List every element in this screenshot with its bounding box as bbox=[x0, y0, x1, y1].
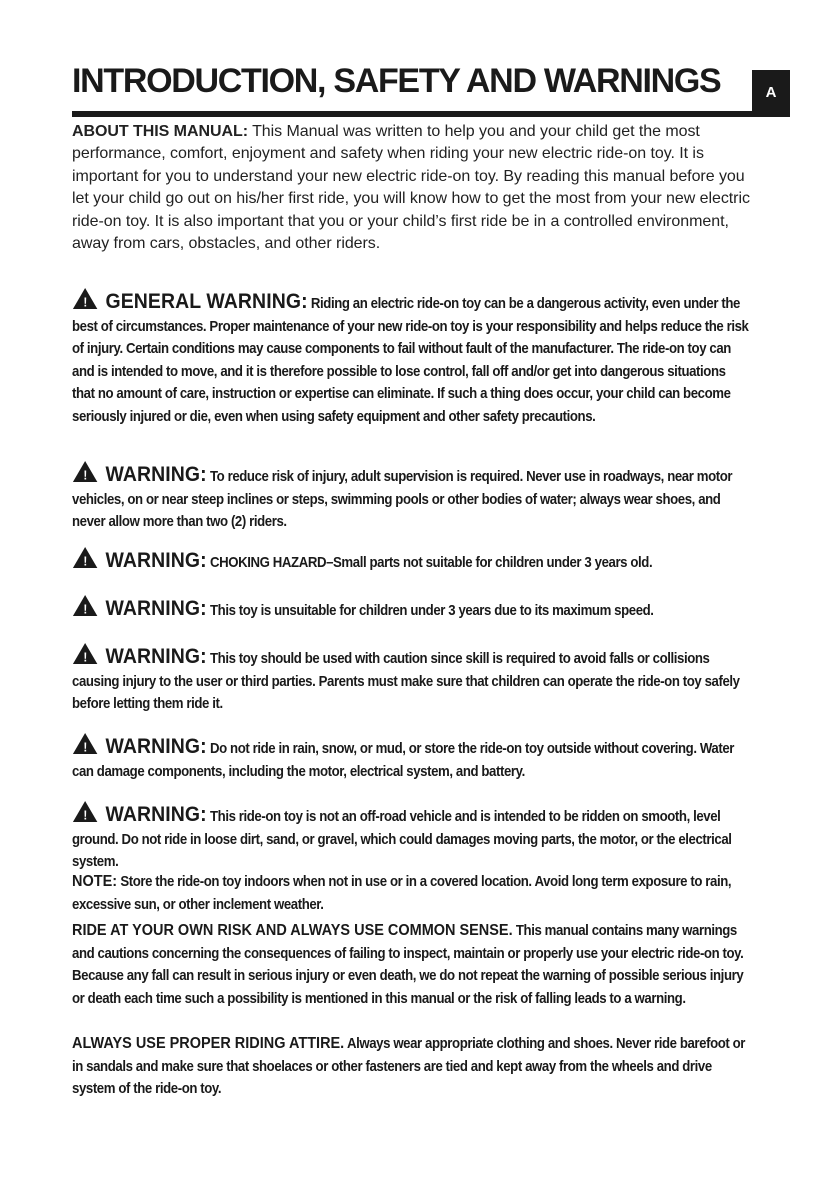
warning-triangle-icon bbox=[72, 460, 98, 483]
general-warning-text: Riding an electric ride-on toy can be a dangerous activity, even under the best of circumstances. Proper maintenance of your new ride-on toy is your responsibility and helps reduce the risk of injury. Certain conditions may cause components to fail without fault of the manufacturer. The ride-on toy can and is intended to move, and it is therefore possible to lose control, fall off and/or get into dangerous situations that no amount of care, instruction or expertise can eliminate. If such a thing does occur, your child can become seriously injured or die, even when using safety equipment and other safety precautions. bbox=[72, 296, 749, 425]
warning-heading: WARNING: bbox=[105, 596, 207, 620]
svg-text:!: ! bbox=[83, 739, 87, 755]
warning-heading: WARNING: bbox=[105, 734, 207, 758]
intro-text: This Manual was written to help you and your child get the most performance, comfort, enjoyment and safety when riding your new electric ride-on toy. It is important for you to understand your new electric ride-on toy. By reading this manual before you let your child go out on his/her first ride, you will know how to get the most from your new electric ride-on toy. It is also important that you or your child’s first ride be in a controlled environment, away from cars, obstacles, and other riders. bbox=[72, 123, 750, 253]
svg-text:!: ! bbox=[83, 294, 87, 310]
attire-heading: ALWAYS USE PROPER RIDING ATTIRE. bbox=[72, 1035, 345, 1052]
warning-heading: WARNING: bbox=[105, 548, 207, 572]
warning-text: This toy is unsuitable for children under 3 years due to its maximum speed. bbox=[206, 603, 654, 619]
warning-triangle-icon bbox=[72, 287, 98, 310]
risk-heading: RIDE AT YOUR OWN RISK AND ALWAYS USE COMMON SENSE. bbox=[72, 922, 513, 939]
title-rule bbox=[72, 111, 790, 117]
note-text: Store the ride-on toy indoors when not in use or in a covered location. Avoid long term exposure to rain, excessive sun, or other inclement weather. bbox=[72, 874, 732, 913]
warning-triangle-icon bbox=[72, 546, 98, 569]
svg-text:!: ! bbox=[83, 553, 87, 569]
warning-text: CHOKING HAZARD–Small parts not suitable for children under 3 years old. bbox=[206, 555, 653, 571]
warning-triangle-icon bbox=[72, 594, 98, 617]
warning-heading: WARNING: bbox=[105, 644, 207, 668]
warning-text: This toy should be used with caution since skill is required to avoid falls or collisions causing injury to the user or third parties. Parents must make sure that children can operate the ride-on toy safely before letting them ride it. bbox=[72, 651, 740, 713]
intro-lead: ABOUT THIS MANUAL: bbox=[72, 123, 248, 140]
warning-terrain bbox=[72, 800, 751, 874]
page-title: INTRODUCTION, SAFETY AND WARNINGS bbox=[72, 62, 721, 100]
warning-heading: WARNING: bbox=[105, 462, 207, 486]
svg-text:!: ! bbox=[83, 601, 87, 617]
warning-choking bbox=[72, 546, 751, 575]
svg-text:!: ! bbox=[83, 467, 87, 483]
section-tab: A bbox=[752, 70, 790, 116]
warning-triangle-icon bbox=[72, 800, 98, 823]
warning-triangle-icon bbox=[72, 732, 98, 755]
warning-text: Do not ride in rain, snow, or mud, or store the ride-on toy outside without covering. Water can damage components, including the motor, electrical system, and battery. bbox=[72, 741, 735, 780]
risk-paragraph bbox=[72, 920, 751, 1010]
warning-speed bbox=[72, 594, 751, 623]
warning-text: To reduce risk of injury, adult supervision is required. Never use in roadways, near motor vehicles, on or near steep inclines or steps, swimming pools or other bodies of water; always wear shoes, and never allow more than two (2) riders. bbox=[72, 469, 733, 531]
svg-text:!: ! bbox=[83, 649, 87, 665]
attire-paragraph bbox=[72, 1033, 751, 1101]
warning-triangle-icon bbox=[72, 642, 98, 665]
svg-text:!: ! bbox=[83, 807, 87, 823]
general-warning bbox=[72, 287, 751, 429]
warning-supervision bbox=[72, 460, 751, 534]
note-heading: NOTE: bbox=[72, 873, 118, 890]
general-warning-heading: GENERAL WARNING: bbox=[105, 289, 308, 313]
warning-text: This ride-on toy is not an off-road vehicle and is intended to be ridden on smooth, level ground. Do not ride in loose dirt, sand, or gravel, which could damages moving parts, the motor, or the electrical system. bbox=[72, 809, 732, 871]
attire-text: Always wear appropriate clothing and shoes. Never ride barefoot or in sandals and make sure that shoelaces or other fasteners are tied and kept away from the wheels and drive system of the ride-on toy. bbox=[72, 1036, 746, 1098]
warning-heading: WARNING: bbox=[105, 802, 207, 826]
warning-weather bbox=[72, 732, 751, 783]
risk-text: This manual contains many warnings and cautions concerning the consequences of failing to inspect, maintain or properly use your electric ride-on toy. Because any fall can result in serious injury or even death, we do not repeat the warning of possible serious injury or death each time such a possibility is mentioned in this manual or the risk of falling leads to a warning. bbox=[72, 923, 744, 1007]
note-paragraph bbox=[72, 871, 751, 916]
intro-paragraph bbox=[72, 121, 752, 255]
warning-skill bbox=[72, 642, 751, 716]
